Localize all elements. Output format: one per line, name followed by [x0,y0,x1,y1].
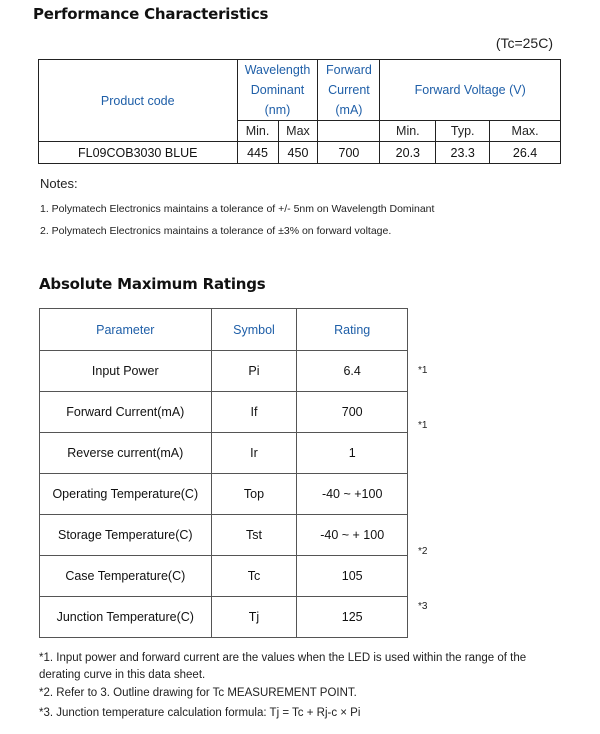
cell-symbol: Tj [211,597,297,638]
header-wavelength [237,60,318,121]
amr-title: Absolute Maximum Ratings [39,275,266,293]
header-symbol: Symbol [211,309,297,351]
cell-param: Input Power [40,351,212,392]
footnote-3: *3. Junction temperature calculation formula: Tj = Tc + Rj-c × Pi [39,707,361,719]
cell-symbol: Tc [211,556,297,597]
header-parameter: Parameter [40,309,212,351]
cell-rating: 6.4 [297,351,408,392]
table-row [40,556,408,597]
cell-param: Junction Temperature(C) [40,597,212,638]
table-row [40,597,408,638]
sub-wl-min: Min. [237,121,278,142]
sub-wl-max: Max [278,121,318,142]
header-wavelength-line3: (nm) [264,103,291,117]
cell-wl-min: 445 [237,142,278,164]
footnote-1: *1. Input power and forward current are the values when the LED is used within the range of the derating curve in this data sheet. [39,652,527,681]
cell-v-max: 26.4 [490,142,561,164]
performance-table [38,59,561,164]
cell-symbol: Pi [211,351,297,392]
cell-rating: 700 [297,392,408,433]
table-row [40,392,408,433]
cell-wl-max: 450 [278,142,318,164]
footnote-mark: *1 [418,420,428,431]
header-rating: Rating [297,309,408,351]
ratings-table [39,308,408,638]
header-current-line1: Forward [326,63,372,77]
cell-symbol: Tst [211,515,297,556]
cell-v-typ: 23.3 [436,142,490,164]
table-row [40,433,408,474]
footnote-mark: *3 [418,601,428,612]
sub-v-typ: Typ. [436,121,490,142]
test-condition: (Tc=25C) [495,35,553,51]
cell-v-min: 20.3 [380,142,436,164]
table-row [40,351,408,392]
cell-param: Reverse current(mA) [40,433,212,474]
notes-title: Notes: [40,176,78,191]
cell-symbol: If [211,392,297,433]
cell-symbol: Ir [211,433,297,474]
cell-param: Storage Temperature(C) [40,515,212,556]
cell-rating: 105 [297,556,408,597]
table-row [40,515,408,556]
footnote-2: *2. Refer to 3. Outline drawing for Tc MEASUREMENT POINT. [39,687,357,699]
header-product-code: Product code [39,60,238,142]
cell-symbol: Top [211,474,297,515]
table-row [39,142,561,164]
cell-rating: -40 ~ + 100 [297,515,408,556]
cell-rating: 125 [297,597,408,638]
footnote-mark: *1 [418,365,428,376]
cell-param: Case Temperature(C) [40,556,212,597]
header-wavelength-line2: Dominant [250,83,305,97]
header-forward-voltage: Forward Voltage (V) [380,60,561,121]
note-2: 2. Polymatech Electronics maintains a tolerance of ±3% on forward voltage. [40,225,392,237]
cell-rating: -40 ~ +100 [297,474,408,515]
table-row [40,474,408,515]
cell-rating: 1 [297,433,408,474]
sub-current-blank [318,121,380,142]
cell-product: FL09COB3030 BLUE [39,142,238,164]
header-current-line3: (mA) [335,103,363,117]
header-forward-current [318,60,380,121]
footnote-mark: *2 [418,546,428,557]
cell-current: 700 [318,142,380,164]
cell-param: Forward Current(mA) [40,392,212,433]
sub-v-max: Max. [490,121,561,142]
cell-param: Operating Temperature(C) [40,474,212,515]
header-wavelength-line1: Wavelength [244,63,311,77]
note-1: 1. Polymatech Electronics maintains a tolerance of +/- 5nm on Wavelength Dominant [40,203,435,215]
performance-title: Performance Characteristics [33,5,269,23]
sub-v-min: Min. [380,121,436,142]
header-current-line2: Current [328,83,370,97]
